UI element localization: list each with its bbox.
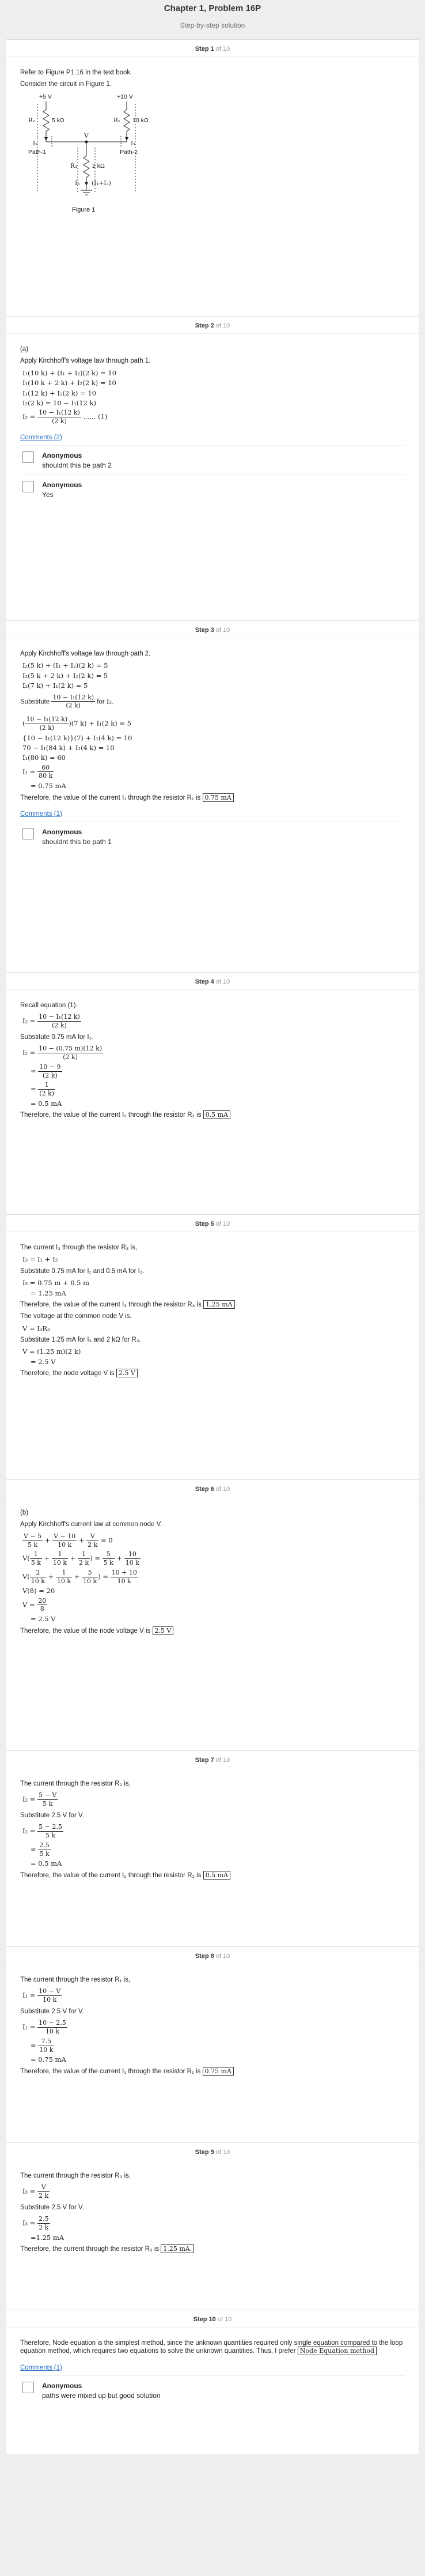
- equation: I₂ = $\frac{5 - 2.5}{5 k}$: [22, 1823, 62, 1839]
- r3-value: 2 kΩ: [92, 162, 105, 170]
- step-3-text: Apply Kirchhoff's voltage law through path 2.: [20, 650, 151, 657]
- answer-box: Node Equation method: [298, 2347, 377, 2355]
- i1-label: I₁: [131, 140, 136, 147]
- comment-author: Anonymous: [42, 451, 82, 460]
- equation: = 0.5 mA: [31, 1859, 62, 1868]
- equation: I₃ = 0.75 m + 0.5 m: [22, 1279, 90, 1287]
- page-title: Chapter 1, Problem 16P: [164, 3, 261, 13]
- comments-link[interactable]: Comments (2): [20, 434, 62, 441]
- equation: V = $\frac{20}{8}$: [22, 1596, 47, 1613]
- comment-text: shouldnt this be path 2: [42, 461, 112, 470]
- comment-text: shouldnt this be path 1: [42, 838, 112, 846]
- comment-text: paths were mixed up but good solution: [42, 2392, 161, 2400]
- equation: 70 − I₁(84 k) + I₁(4 k) = 10: [22, 743, 115, 752]
- equation: I₃ = $\frac{2.5}{2 k}$: [22, 2215, 49, 2231]
- r3-label: R₃: [70, 162, 78, 170]
- result-line: Therefore, the node voltage V is 2.5 V: [20, 1369, 405, 1377]
- comments-link[interactable]: Comments (1): [20, 2364, 62, 2371]
- page-subtitle: Step-by-step solution: [180, 21, 245, 29]
- step-6-card: [6, 1479, 419, 1750]
- step-5-text: The current I₃ through the resistor R₃ is,: [20, 1244, 138, 1251]
- substitute-line: Substitute 0.75 mA for I₁ and 0.5 mA for I₂.: [20, 1267, 145, 1275]
- substitute-line: Substitute $\frac{\text{10 − I₁(12 k)}}{(2 k)}$ for I₂.: [20, 693, 114, 710]
- result-line: Therefore, the value of the current I₃ through the resistor R₃ is 1.25 mA: [20, 1301, 405, 1309]
- part-b-label: (b): [20, 1509, 29, 1516]
- equation: = 2.5 V: [31, 1357, 56, 1366]
- comment-checkbox[interactable]: [22, 828, 34, 839]
- equation: I₁(80 k) = 60: [22, 754, 66, 762]
- equation: I₁(12 k) + I₂(2 k) = 10: [22, 389, 96, 397]
- step-9-header: Step 9 of 10: [6, 2143, 419, 2160]
- result-line: Therefore, the value of the current I₁ through the resistor R₁ is 0.75 mA: [20, 794, 405, 802]
- comment-author: Anonymous: [42, 481, 82, 489]
- circuit-figure: [20, 92, 405, 225]
- equation: I₂(5 k) + (I₁ + I₂)(2 k) = 5: [22, 661, 108, 670]
- voltage-10v-label: +10 V: [117, 93, 133, 100]
- equation: V = (1.25 m)(2 k): [22, 1347, 81, 1356]
- comment-author: Anonymous: [42, 828, 82, 837]
- page-header: [0, 0, 425, 39]
- result-line: Therefore, the value of the current I₂ through the resistor R₂ is 0.5 mA: [20, 1111, 405, 1119]
- step-1-header: Step 1 of 10: [6, 40, 419, 57]
- equation: I₁ = $\frac{10 - V}{10 k}$: [22, 1987, 61, 2004]
- comment-checkbox[interactable]: [22, 481, 34, 492]
- answer-box: 1.25 mA.: [161, 2244, 194, 2253]
- step-4-card: [6, 972, 419, 1214]
- equation: =1.25 mA: [31, 2233, 64, 2242]
- step-10-header: Step 10 of 10: [6, 2310, 419, 2328]
- equation: I₂(2 k) = 10 − I₁(12 k): [22, 398, 96, 407]
- equation: = $\frac{7.5}{10 k}$: [31, 2037, 54, 2054]
- node-v-label: V: [84, 132, 89, 140]
- step-7-card: [6, 1750, 419, 1946]
- equation-1: I₂ = $\frac{\text{10 − I₁(12 k)}}{(2 k)}$ ...... (1): [22, 409, 108, 425]
- r1-value: 10 kΩ: [132, 116, 149, 124]
- comment-item: [20, 822, 405, 851]
- equation: V(8) = 20: [22, 1587, 55, 1595]
- equation: = $\frac{1}{(2 k)}$: [31, 1081, 55, 1097]
- substitute-line: Substitute 2.5 V for V.: [20, 2204, 84, 2211]
- step-8-card: [6, 1946, 419, 2142]
- equation: I₂(5 k + 2 k) + I₁(2 k) = 5: [22, 671, 108, 680]
- i3-equation: (I₁+I₂): [92, 179, 111, 187]
- equation: = 0.5 mA: [31, 1099, 62, 1108]
- comment-checkbox[interactable]: [22, 2382, 34, 2393]
- r2-label: R₂: [28, 116, 36, 124]
- result-line: Therefore, the current through the resistor R₃ is 1.25 mA.: [20, 2245, 405, 2253]
- part-a-label: (a): [20, 346, 29, 353]
- result-line: Therefore, the value of the node voltage V is 2.5 V: [20, 1627, 405, 1635]
- equation: V = I₃R₃: [22, 1324, 50, 1332]
- step-4-header: Step 4 of 10: [6, 973, 419, 990]
- equation: I₃ = I₁ + I₂: [22, 1255, 58, 1264]
- step-4-text: Recall equation (1).: [20, 1002, 78, 1009]
- equation: I₂ = $\frac{\text{10 − I₁(12 k)}}{(2 k)}$: [22, 1013, 80, 1030]
- equation: V( $\frac{2}{10 k}$ + $\frac{1}{10 k}$ + $\frac{5}{10 k}$ ) = $\frac{10 + 10}{10 k}$: [22, 1568, 137, 1585]
- equation: = 0.75 mA: [31, 2055, 66, 2064]
- answer-box: 0.5 mA: [203, 1110, 230, 1119]
- step-8-text: The current through the resistor R₁ is,: [20, 1976, 131, 1983]
- step-8-header: Step 8 of 10: [6, 1947, 419, 1964]
- substitute-line: Substitute 2.5 V for V.: [20, 2008, 84, 2015]
- equation: {10 − I₁(12 k)}(7) + I₁(4 k) = 10: [22, 733, 132, 742]
- equation: I₂(7 k) + I₁(2 k) = 5: [22, 681, 88, 690]
- step-5-header: Step 5 of 10: [6, 1215, 419, 1232]
- step-1-card: [6, 39, 419, 316]
- voltage-5v-label: +5 V: [39, 93, 52, 100]
- equation: I₂ = $\frac{5 - V}{5 k}$: [22, 1791, 57, 1808]
- answer-box: 0.5 mA: [203, 1871, 230, 1880]
- path-2-label: Path-2: [120, 148, 138, 156]
- equation: = 2.5 V: [31, 1615, 56, 1624]
- equation: I₁ = $\frac{10 - 2.5}{10 k}$: [22, 2019, 66, 2035]
- equation: = $\frac{2.5}{5 k}$: [31, 1841, 50, 1858]
- equation: = 1.25 mA: [31, 1289, 66, 1297]
- comment-item: [20, 2375, 405, 2405]
- path-1-label: Path-1: [28, 148, 46, 156]
- step-7-text: The current through the resistor R₂ is,: [20, 1780, 131, 1787]
- step-5-card: [6, 1214, 419, 1479]
- comment-item: [20, 474, 405, 504]
- result-line: Therefore, the value of the current I₁ through the resistor R₁ is 0.75 mA: [20, 2067, 405, 2076]
- step-7-header: Step 7 of 10: [6, 1751, 419, 1768]
- equation: I₁(10 k) + (I₁ + I₂)(2 k) = 10: [22, 368, 117, 377]
- substitute-line: Substitute 2.5 V for V.: [20, 1812, 84, 1819]
- comment-text: Yes: [42, 491, 54, 499]
- step-9-text: The current through the resistor R₃ is,: [20, 2172, 131, 2179]
- equation: = 0.75 mA: [31, 782, 66, 790]
- step-1-text-2: Consider the circuit in Figure 1.: [20, 81, 112, 88]
- i3-label: I₃: [75, 179, 80, 187]
- step-6-text: Apply Kirchhoff's current law at common node V.: [20, 1521, 162, 1528]
- comment-author: Anonymous: [42, 2382, 82, 2390]
- step-2-header: Step 2 of 10: [6, 317, 419, 334]
- r2-value: 5 kΩ: [52, 116, 64, 124]
- answer-box: 2.5 V: [116, 1369, 138, 1377]
- answer-box: 0.75 mA: [203, 2067, 234, 2076]
- equation: ( $\frac{\text{10 − I₁(12 k)}}{(2 k)}$ )(7 k) + I₁(2 k) = 5: [22, 715, 131, 732]
- conclusion-text: Therefore, Node equation is the simplest method, since the unknown quantities required only single equation compared to the loop equation method, which requires two equations to solve the unknown quantities. Thus, I prefer Node Equation method: [20, 2340, 403, 2355]
- answer-box: 2.5 V: [153, 1626, 174, 1635]
- equation: I₁(10 k + 2 k) + I₂(2 k) = 10: [22, 379, 116, 387]
- equation: I₂ = $\frac{10 - (0.75 m)(12 k)}{(2 k)}$: [22, 1045, 103, 1061]
- r1-label: R₁: [113, 116, 121, 124]
- equation: V( $\frac{1}{5 k}$ + $\frac{1}{10 k}$ + $\frac{1}{2 k}$ ) = $\frac{5}{5 k}$ + $\frac{10}{10 k}$: [22, 1550, 139, 1566]
- comment-item: [20, 445, 405, 474]
- step-2-text: Apply Kirchhoff's voltage law through path 1.: [20, 357, 151, 365]
- equation: I₁ = $\frac{60}{80 k}$: [22, 763, 53, 780]
- answer-box: 0.75 mA: [203, 793, 234, 802]
- step-10-card: [6, 2310, 419, 2454]
- step-6-header: Step 6 of 10: [6, 1480, 419, 1497]
- result-line: Therefore, the value of the current I₂ through the resistor R₂ is 0.5 mA: [20, 1871, 405, 1880]
- comments-link[interactable]: Comments (1): [20, 810, 62, 818]
- step-3-card: [6, 620, 419, 972]
- i2-label: I₂: [33, 140, 38, 147]
- step-5-text-2: The voltage at the common node V is,: [20, 1313, 132, 1320]
- equation: I₃ = $\frac{V}{2 k}$: [22, 2183, 49, 2200]
- figure-caption: Figure 1: [72, 206, 96, 213]
- equation: = $\frac{10 - 9}{(2 k)}$: [31, 1063, 61, 1079]
- substitute-line: Substitute 1.25 mA for I₃ and 2 kΩ for R₃.: [20, 1336, 141, 1343]
- step-1-text: Refer to Figure P1.16 in the text book.: [20, 69, 132, 76]
- equation: $\frac{V - 5}{5 k}$ + $\frac{V - 10}{10 k}$ + $\frac{V}{2 k}$ = 0: [24, 1532, 113, 1549]
- step-2-card: [6, 316, 419, 620]
- step-3-header: Step 3 of 10: [6, 621, 419, 638]
- step-9-card: [6, 2142, 419, 2310]
- answer-box: 1.25 mA: [203, 1300, 234, 1309]
- substitute-line: Substitute 0.75 mA for I₁.: [20, 1033, 93, 1041]
- comment-checkbox[interactable]: [22, 451, 34, 463]
